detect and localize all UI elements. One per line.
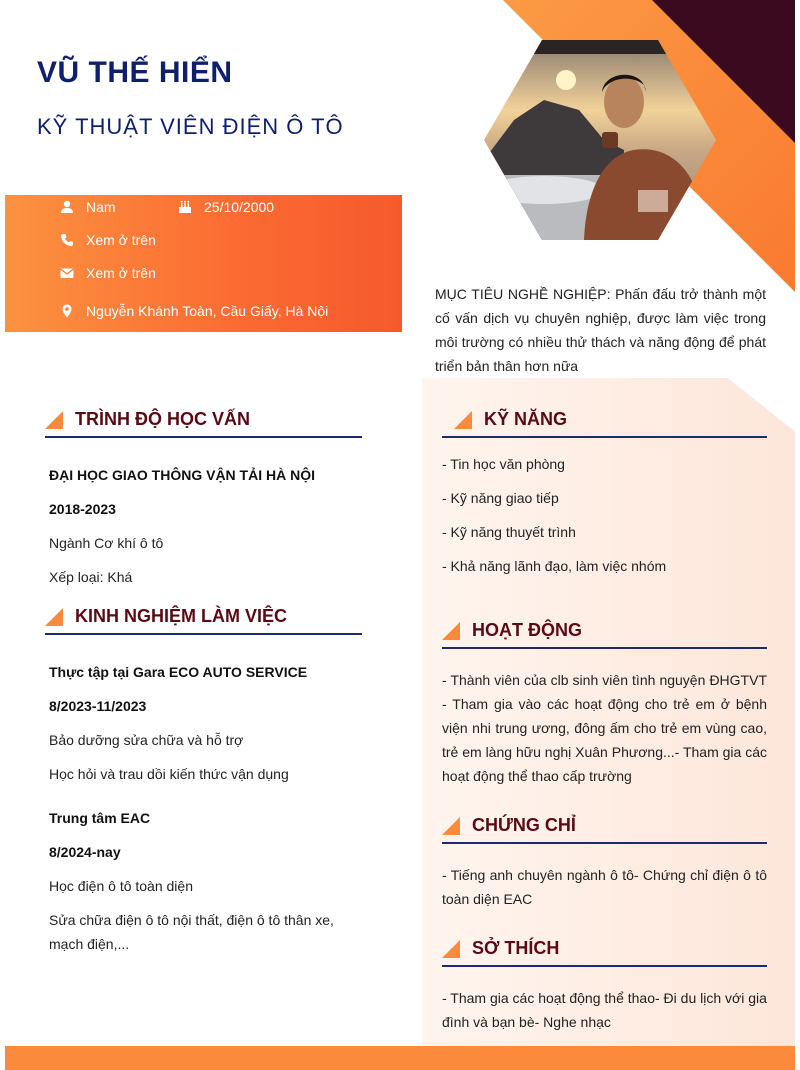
activities-title: HOẠT ĐỘNG (472, 620, 582, 640)
skills-header (454, 409, 567, 430)
orange-triangle-icon (45, 608, 63, 626)
certificates-title: CHỨNG CHỈ (472, 815, 576, 835)
skills-divider (442, 436, 767, 438)
activities-divider (442, 647, 767, 649)
orange-triangle-icon (442, 940, 460, 958)
job-period: 8/2024-nay (49, 844, 121, 860)
job-duty: Sửa chữa điện ô tô nội thất, điện ô tô thân xe, mạch điện,... (49, 912, 334, 952)
skill-item: - Kỹ năng thuyết trình (442, 524, 576, 540)
orange-triangle-icon (442, 622, 460, 640)
address-row (60, 303, 328, 319)
address-value: Nguyễn Khánh Toàn, Cầu Giấy, Hà Nội (86, 303, 329, 319)
certificates-divider (442, 842, 767, 844)
map-marker-icon (60, 304, 74, 318)
education-years: 2018-2023 (49, 501, 116, 517)
education-school: ĐẠI HỌC GIAO THÔNG VẬN TẢI HÀ NỘI (49, 467, 315, 483)
skill-item: - Kỹ năng giao tiếp (442, 490, 559, 506)
phone-icon (60, 233, 74, 247)
job-duty: Bảo dưỡng sửa chữa và hỗ trợ (49, 732, 244, 748)
education-divider (45, 436, 362, 438)
experience-header (45, 606, 287, 627)
education-grade: Xếp loại: Khá (49, 569, 133, 585)
email-value: Xem ở trên (86, 265, 156, 281)
birthday-row (178, 199, 274, 215)
experience-divider (45, 633, 362, 635)
career-objective: MỤC TIÊU NGHỀ NGHIỆP: Phấn đấu trở thành một cố vấn dịch vụ chuyên nghiệp, được làm việc trong môi trường có nhiều thử thách và năng động để phát triển bản thân hơn nữa (435, 286, 766, 374)
birthday-value: 25/10/2000 (204, 199, 275, 215)
email-row (60, 265, 156, 281)
certificates-header (442, 815, 576, 836)
hobbies-text: - Tham gia các hoạt động thể thao- Đi du lịch với gia đình và bạn bè- Nghe nhạc (442, 990, 767, 1030)
orange-triangle-icon (442, 817, 460, 835)
skill-item: - Tin học văn phòng (442, 456, 565, 472)
education-title: TRÌNH ĐỘ HỌC VẤN (75, 409, 250, 429)
education-header (45, 409, 250, 430)
gender-value: Nam (86, 199, 116, 215)
job-title: KỸ THUẬT VIÊN ĐIỆN Ô TÔ (37, 114, 344, 139)
hobbies-title: SỞ THÍCH (472, 938, 560, 958)
job-company: Trung tâm EAC (49, 810, 151, 826)
user-icon (60, 200, 74, 214)
phone-value: Xem ở trên (86, 232, 156, 248)
contact-info-panel (5, 195, 402, 332)
hobbies-divider (442, 965, 767, 967)
envelope-icon (60, 266, 74, 280)
experience-title: KINH NGHIỆM LÀM VIỆC (75, 606, 288, 626)
footer-bar (5, 1046, 795, 1070)
orange-triangle-icon (45, 411, 63, 429)
skills-title: KỸ NĂNG (484, 409, 568, 429)
job-period: 8/2023-11/2023 (49, 698, 147, 714)
job-company: Thực tập tại Gara ECO AUTO SERVICE (49, 664, 308, 680)
phone-row (60, 232, 156, 248)
activities-text: - Thành viên của clb sinh viên tình nguyện ĐHGTVT - Tham gia vào các hoạt động cho trẻ em ở bệnh viện nhi trung ương, đông ấm cho trẻ em vùng cao, trẻ em làng hữu nghị Xuân Phương...- Tham gia các hoạt động thể thao cấp trường (442, 672, 767, 784)
cake-icon (178, 200, 192, 214)
candidate-name: VŨ THẾ HIỂN (37, 56, 233, 89)
job-duty: Học điện ô tô toàn diện (49, 878, 193, 894)
activities-header (442, 620, 582, 641)
job-duty: Học hỏi và trau dồi kiến thức vận dụng (49, 766, 289, 782)
skill-item: - Khả năng lãnh đạo, làm việc nhóm (442, 558, 667, 574)
certificates-text: - Tiếng anh chuyên ngành ô tô- Chứng chỉ điện ô tô toàn diện EAC (442, 867, 767, 907)
hobbies-header (442, 938, 559, 959)
education-major: Ngành Cơ khí ô tô (49, 535, 164, 551)
gender-row (60, 199, 116, 215)
orange-triangle-icon (454, 411, 472, 429)
